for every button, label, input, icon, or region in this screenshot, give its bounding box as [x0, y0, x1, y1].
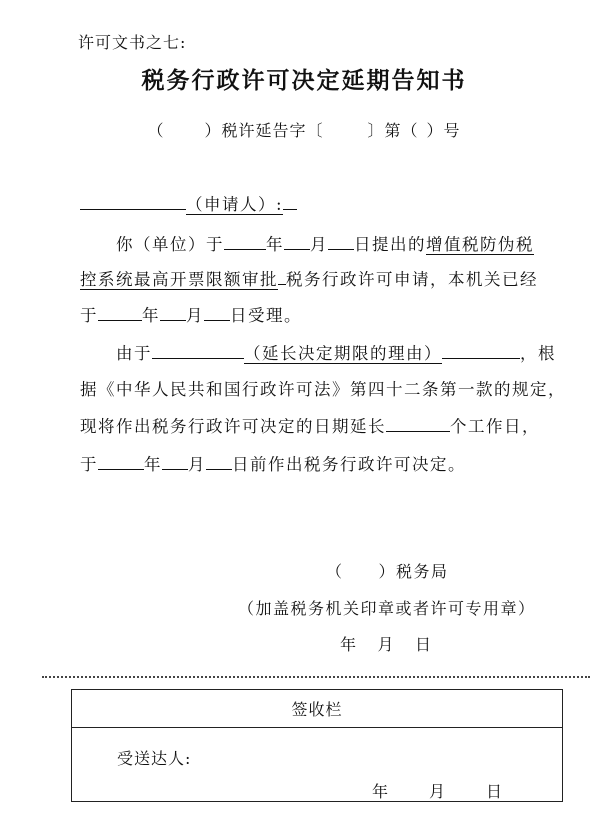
para1-accept-ri: 日受理。	[230, 306, 302, 326]
wenhao-bracket: 〕第（	[367, 121, 419, 140]
receipt-heading: 签收栏	[72, 690, 562, 728]
applicant-label: （申请人）:	[186, 195, 284, 215]
applicant-blank	[80, 191, 186, 210]
para1-ri: 日提出的	[354, 235, 426, 255]
para1-line1	[116, 231, 534, 255]
para1-you: 你（单位）于	[116, 235, 224, 255]
receipt-ri: 日	[486, 782, 504, 801]
para1-yu: 于	[80, 306, 98, 326]
para2-tail: 日前作出税务行政许可决定。	[232, 455, 466, 475]
para1-item-line1: 增值税防伪税	[426, 235, 534, 255]
recipient-label: 受送达人:	[117, 749, 192, 768]
para1-nian: 年	[266, 235, 284, 255]
para2-reason-blank-left	[152, 340, 244, 359]
para1-line2	[80, 266, 538, 290]
para2-yu: 于	[80, 455, 98, 475]
para2-nian: 年	[144, 455, 162, 475]
signature-yue: 月	[377, 635, 396, 654]
para2-year-blank	[98, 451, 144, 470]
receipt-box	[71, 689, 563, 802]
document-wenhao	[0, 118, 608, 141]
doc-number: 许可文书之七:	[78, 33, 187, 52]
para2-reason-blank-right	[442, 340, 520, 359]
para2-day-blank	[206, 451, 232, 470]
para2-reason-hint: （延长决定期限的理由）	[244, 344, 442, 364]
para1-item-tail	[278, 266, 286, 285]
para1-line3	[80, 302, 302, 326]
para2-line3	[80, 413, 540, 437]
para2-line4	[80, 451, 466, 475]
para1-item-line2: 控系统最高开票限额审批	[80, 270, 278, 290]
cut-line	[42, 676, 590, 678]
para2-workdays: 个工作日，	[450, 417, 540, 437]
para1-yue: 月	[310, 235, 328, 255]
para2-extend: 现将作出税务行政许可决定的日期延长	[80, 417, 386, 437]
receipt-date	[372, 779, 503, 802]
document-title: 税务行政许可决定延期告知书	[141, 67, 467, 94]
para2-genju: ，根	[520, 344, 556, 364]
para2-yue: 月	[188, 455, 206, 475]
para1-day-blank	[328, 231, 354, 250]
para2-youyu: 由于	[116, 344, 152, 364]
para1-part2: 税务行政许可申请，本机关已经	[286, 270, 538, 290]
signature-ri: 日	[415, 635, 433, 654]
para2-line1	[116, 340, 556, 364]
para1-accept-nian: 年	[142, 306, 160, 326]
seal-note: （加盖税务机关印章或者许可专用章）	[238, 599, 536, 618]
para1-year-blank	[224, 231, 266, 250]
signature-date	[340, 632, 433, 655]
para1-month-blank	[284, 231, 310, 250]
para1-accept-day-blank	[204, 302, 230, 321]
para2-month-blank	[162, 451, 188, 470]
wenhao-prefix: ）税许延告字〔	[204, 121, 324, 140]
receipt-nian: 年	[372, 782, 390, 801]
signature-nian: 年	[340, 635, 358, 654]
para1-accept-yue: 月	[186, 306, 204, 326]
bureau-name: （ ）税务局	[326, 562, 449, 581]
para1-accept-year-blank	[98, 302, 142, 321]
applicant-blank-tail	[283, 191, 297, 210]
para2-line2: 据《中华人民共和国行政许可法》第四十二条第一款的规定，	[80, 380, 566, 399]
applicant-line	[80, 191, 297, 215]
wenhao-open-paren: （	[147, 121, 165, 140]
para2-days-blank	[386, 413, 450, 432]
wenhao-suffix: ）号	[426, 121, 461, 140]
receipt-yue: 月	[429, 782, 447, 801]
para1-accept-month-blank	[160, 302, 186, 321]
